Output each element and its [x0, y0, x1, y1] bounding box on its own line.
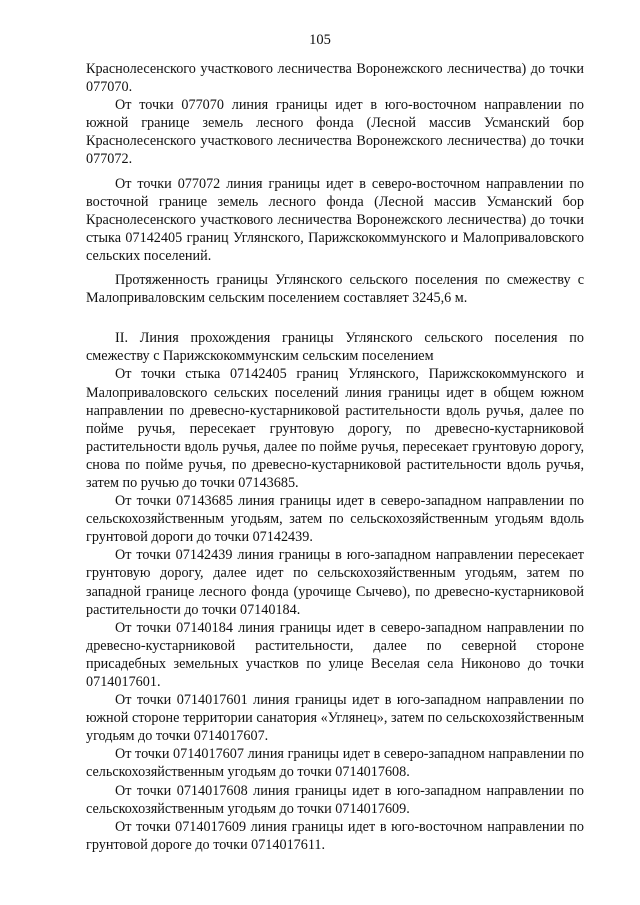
- paragraph: От точки 0714017608 линия границы идет в юго-западном направлении по сельскохозяйственным угодьям до точки 0714017609.: [86, 782, 584, 817]
- document-body: [86, 60, 584, 854]
- paragraph: От точки 07143685 линия границы идет в северо-западном направлении по сельскохозяйственным угодьям, затем по сельскохозяйственным угодьям вдоль грунтовой дороги до точки 07142439.: [86, 493, 584, 546]
- paragraph-boundary-length: Протяженность границы Углянского сельского поселения по смежеству с Малоприваловским сельским поселением составляет 3245,6 м.: [86, 272, 584, 307]
- paragraph-continuation: Краснолесенского участкового лесничества Воронежского лесничества) до точки 077070.: [86, 61, 584, 96]
- paragraph: От точки 077072 линия границы идет в северо-восточном направлении по восточной границе земель лесного фонда (Лесной массив Усманский бор Краснолесенского участкового лесничества Воронежского лесничества) до точки стыка 07142405 границ Углянского, Парижскокоммунского и Малоприваловского сельских поселений.: [86, 175, 584, 264]
- paragraph: От точки 077070 линия границы идет в юго-восточном направлении по южной границе земель лесного фонда (Лесной массив Усманский бор Краснолесенского участкового лесничества Воронежского лесничества) до точки 077072.: [86, 97, 584, 168]
- paragraph: От точки 07142439 линия границы в юго-западном направлении пересекает грунтовую дорогу, далее идет по сельскохозяйственным угодьям, затем по западной границе лесного фонда (урочище Сычево), по древесно-кустарниковой растительности до точки 07140184.: [86, 547, 584, 618]
- paragraph: От точки 0714017609 линия границы идет в юго-восточном направлении по грунтовой дороге до точки 0714017611.: [86, 818, 584, 853]
- section-heading: II. Линия прохождения границы Углянского сельского поселения по смежеству с Парижскокоммунским сельским поселением: [86, 330, 584, 365]
- paragraph: От точки 0714017607 линия границы идет в северо-западном направлении по сельскохозяйственным угодьям до точки 0714017608.: [86, 746, 584, 781]
- paragraph: От точки 07140184 линия границы идет в северо-западном направлении по древесно-кустарниковой растительности, далее по северной стороне присадебных земельных участков по улице Веселая села Никоново до точки 0714017601.: [86, 619, 584, 690]
- page-number: 105: [309, 32, 331, 48]
- paragraph: От точки 0714017601 линия границы идет в юго-западном направлении по южной стороне территории санатория «Углянец», затем по сельскохозяйственным угодьям до точки 0714017607.: [86, 692, 584, 745]
- paragraph: От точки стыка 07142405 границ Углянского, Парижскокоммунского и Малоприваловского сельских поселений линия границы идет в общем южном направлении по древесно-кустарниковой растительности вдоль ручья, далее по пойме ручья, пересекает грунтовую дорогу, по древесно-кустарниковой растительности вдоль ручья, далее по пойме ручья, пересекает грунтовую дорогу, снова по пойме ручья, по древесно-кустарниковой растительности вдоль ручья, затем по ручью до точки 07143685.: [86, 366, 584, 491]
